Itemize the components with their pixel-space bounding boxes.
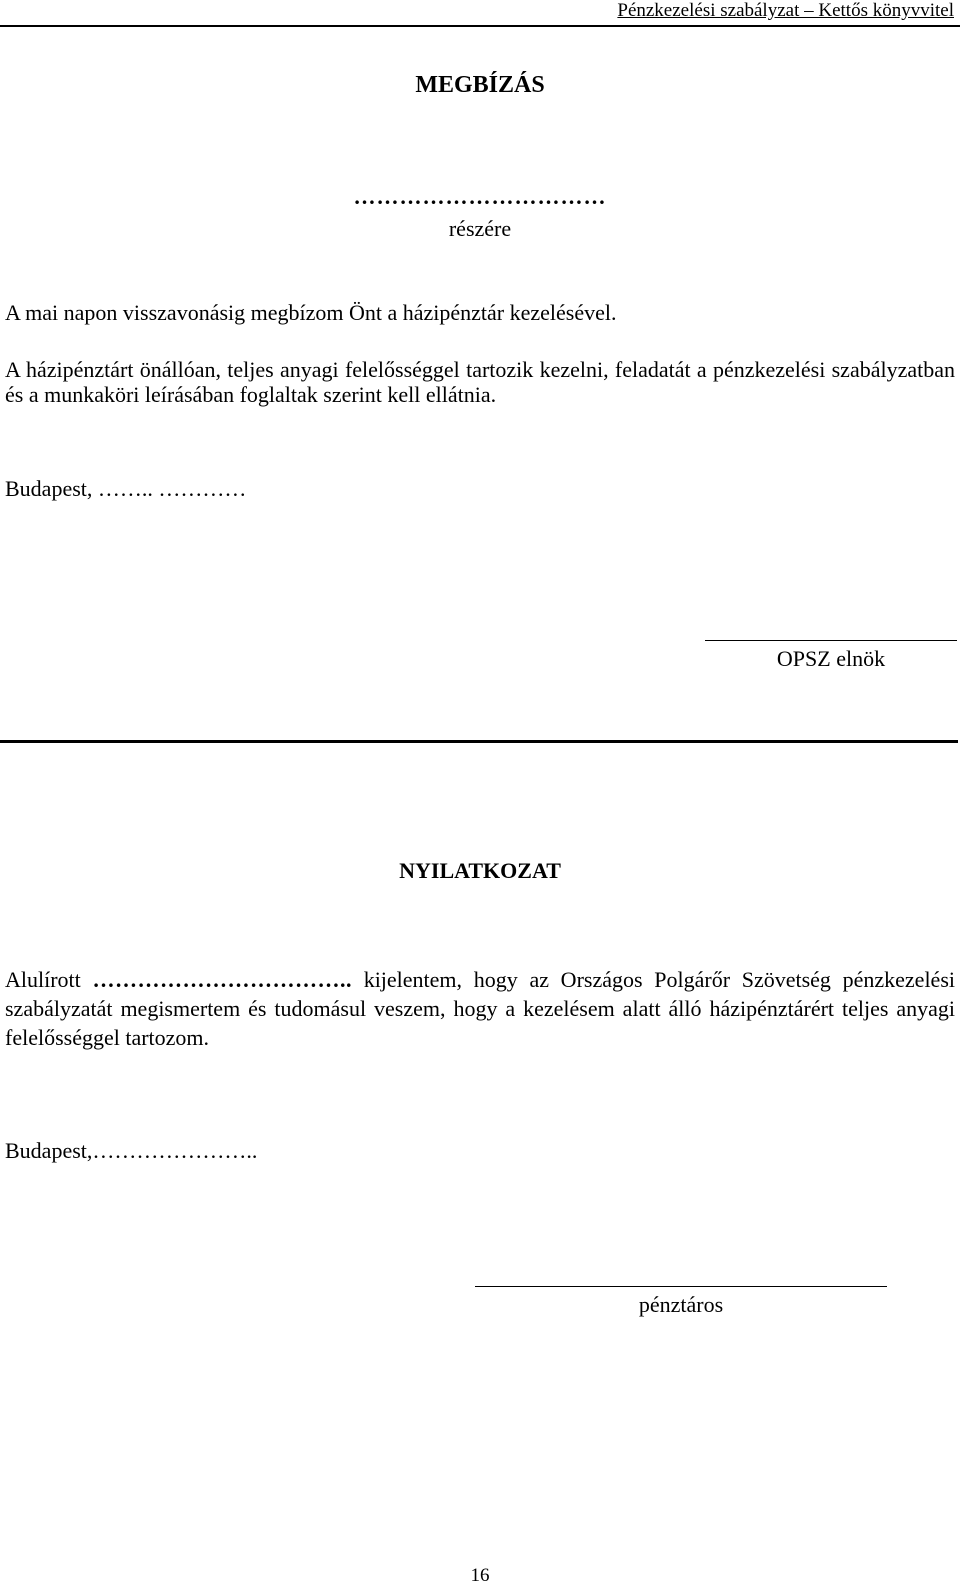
declaration-text-start: Alulírott	[5, 967, 93, 992]
signature-label-president: OPSZ elnök	[776, 646, 886, 671]
signature-line-cashier	[475, 1286, 887, 1287]
mandate-title: MEGBÍZÁS	[415, 72, 545, 98]
signature-label-cashier: pénztáros	[638, 1292, 724, 1317]
section-divider	[0, 740, 958, 743]
declaration-paragraph	[5, 965, 955, 1052]
running-header: Pénzkezelési szabályzat – Kettős könyvvitel	[617, 0, 954, 21]
mandate-place-date: Budapest, …….. …………	[5, 476, 247, 501]
page-number: 16	[470, 1565, 490, 1586]
signature-line-president	[705, 640, 957, 641]
declaration-text-rest: kijelentem, hogy az Országos Polgárőr Szövetség pénzkezelési szabályzatát megismertem és tudomásul veszem, hogy a kezelésem alatt álló házipénztárért teljes anyagi felelősséggel tartozom.	[5, 967, 955, 1050]
mandate-paragraph-2: A házipénztárt önállóan, teljes anyagi felelősséggel tartozik kezelni, feladatát a pénzkezelési szabályzatban és a munkaköri leírásában foglaltak szerint kell ellátnia.	[5, 357, 955, 407]
recipient-suffix: részére	[448, 216, 512, 241]
name-placeholder: ……………………………..	[92, 967, 352, 992]
recipient-placeholder: ……………………………	[353, 184, 607, 209]
header-rule	[0, 25, 960, 27]
mandate-paragraph-1: A mai napon visszavonásig megbízom Önt a házipénztár kezelésével.	[5, 300, 617, 325]
declaration-place-date: Budapest,…………………..	[5, 1138, 258, 1163]
declaration-title: NYILATKOZAT	[399, 858, 561, 883]
